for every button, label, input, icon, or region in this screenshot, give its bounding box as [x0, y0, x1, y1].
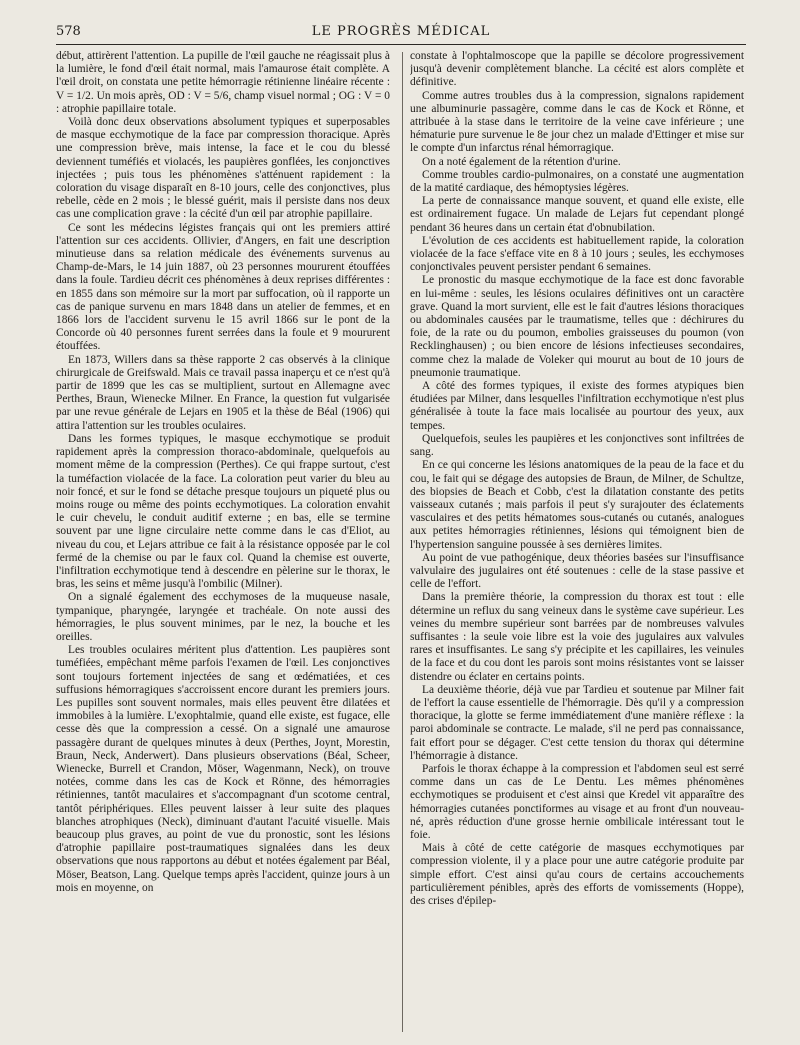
paragraph: A côté des formes typiques, il existe des formes atypiques bien étudiées par Milner, dans lesquelles l'infiltration ecchymotique n'est plus généralisée à toute la face mais localisée au pourtour des yeux, aux tempes. — [410, 380, 744, 432]
paragraph: La perte de connaissance manque souvent, et quand elle existe, elle est ordinairement fugace. Un malade de Lejars fut cependant plongé pendant 36 heures dans un certain état d'obnubilation. — [410, 195, 744, 234]
paragraph: Quelquefois, seules les paupières et les conjonctives sont infiltrées de sang. — [410, 432, 744, 459]
paragraph: La deuxième théorie, déjà vue par Tardieu et soutenue par Milner fait de l'effort la cause essentielle de l'hémorragie. Dès qu'il y a compression thoracique, la glotte se ferme immédiatement d'une manière réflexe : la paroi abdominale se contracte. Le malade, s'il ne perd pas connaissance, fait effort pour se dégager. C'est cette tension du thorax qui détermine l'hémorragie à distance. — [410, 683, 744, 762]
left-column — [56, 50, 390, 1035]
column-divider — [402, 52, 403, 1032]
page-header — [56, 22, 746, 44]
paragraph: Voilà donc deux observations absolument typiques et superposables de masque ecchymotique de la face par compression thoracique. Après une compression brève, mais intense, la face et le cou du blessé deviennent tuméfiés et violacés, les paupières gonflées, les conjonctives injectées ; puis tous les phénomènes s'atténuent rapidement : la coloration du visage disparaît en 8-10 jours, celle des conjonctives, plus rebelle, cède en 2 mois ; le blessé guérit, mais il persiste dans nos deux cas une complication grave : la cécité d'un œil par atrophie papillaire. — [56, 116, 390, 221]
paragraph: Comme autres troubles dus à la compression, signalons rapidement une albuminurie passagère, comme dans le cas de Kock et Rönne, et attribuée à la stase dans le territoire de la veine cave inférieure ; une hématurie pure survenue le 8e jour chez un malade d'Ettinger et mise sur le compte d'un infarctus rénal hémorragique. — [410, 89, 744, 155]
paragraph: Ce sont les médecins légistes français qui ont les premiers attiré l'attention sur ces accidents. Ollivier, d'Angers, en fait une description minutieuse dans sa relation médicale des événements survenus au Champ-de-Mars, le 14 juin 1887, où 23 personnes moururent étouffées dans la foule. Tardieu décrit ces phénomènes à deux reprises différentes : en 1855 dans son mémoire sur la mort par suffocation, où il rapporte un cas de panique survenu en mars 1848 dans un atelier de femmes, et en 1866 lors de l'accident survenu le 15 avril 1866 sur le pont de la Concorde où 40 personnes furent serrées dans la foule et 9 moururent étouffées. — [56, 221, 390, 353]
paragraph: En ce qui concerne les lésions anatomiques de la peau de la face et du cou, le fait qui se dégage des autopsies de Braun, de Milner, de Schultze, des biopsies de Beach et Cobb, c'est la dilatation constante des petits vaisseaux cutanés ; mais parfois il peut s'y surajouter des éclatements vasculaires et des petits hématomes sous-cutanés ou cutanés, analogues aux petites hémorragies rétiniennes, lésions qui témoignent bien de l'hypertension sanguine poussée à ses dernières limites. — [410, 459, 744, 551]
paragraph: début, attirèrent l'attention. La pupille de l'œil gauche ne réagissait plus à la lumière, le fond d'œil était normal, mais l'amaurose était complète. A l'œil droit, on constata une petite hémorragie rétinienne linéaire récente : V = 1/2. Un mois après, OD : V = 5/6, champ visuel normal ; OG : V = 0 : atrophie papillaire totale. — [56, 50, 390, 115]
paragraph: Parfois le thorax échappe à la compression et l'abdomen seul est serré comme dans un cas de Le Dentu. Les mêmes phénomènes ecchymotiques se produisent et c'est ainsi que Kredel vit apparaître des hémorragies cutanées ponctiformes au visage et au front d'un nouveau-né, après réduction d'une grosse hernie ombilicale intéressant tout le foie. — [410, 762, 744, 841]
paragraph: Dans les formes typiques, le masque ecchymotique se produit rapidement après la compression thoraco-abdominale, quelquefois au moment même de la compression (Perthes). Ce qui frappe surtout, c'est la tuméfaction violacée de la face. La coloration peut varier du bleu au noir foncé, et sur le fond se détache presque toujours un piqueté plus ou moins rouge ou même des points ecchymotiques. La coloration envahit le cuir chevelu, le conduit auditif externe ; en bas, elle se termine souvent par une ligne circulaire nette comme dans le cas d'Eliot, au niveau du cou, et Lejars attribue ce fait à la résistance opposée par le col fermé de la chemise ou par le faux col. Quand la chemise est ouverte, l'infiltration ecchymotique tend à descendre en pèlerine sur le thorax, le bras, les seins et même jusqu'à l'ombilic (Milner). — [56, 432, 390, 591]
header-rule — [56, 44, 746, 45]
paragraph: Dans la première théorie, la compression du thorax est tout : elle détermine un reflux du sang veineux dans le système cave supérieur. Les veines du membre supérieur sont barrées par de nombreuses valvules suffisantes : la seule voie libre est la voie des jugulaires aux valvules rares et insuffisantes. Le sang s'y précipite et les capillaires, les veinules de la face et du cou dont les parois sont moins résistantes vont se laisser distendre ou éclater en certains points. — [410, 591, 744, 683]
paragraph: En 1873, Willers dans sa thèse rapporte 2 cas observés à la clinique chirurgicale de Greifswald. Mais ce travail passa inaperçu et ce n'est qu'à partir de 1899 que les cas se multiplient, surtout en Allemagne avec Perthes, Braun, Wienecke Milner. En France, la question fut vulgarisée par une revue générale de Lejars en 1905 et la thèse de Béal (1906) qui attira l'attention sur les troubles oculaires. — [56, 353, 390, 432]
page-number: 578 — [56, 24, 81, 39]
paragraph: Mais à côté de cette catégorie de masques ecchymotiques par compression violente, il y a place pour une autre catégorie produite par simple effort. C'est ainsi qu'au cours de certains accouchements particulièrement pénibles, après des efforts de vomissements (Hoppe), des crises d'épilep- — [410, 842, 744, 907]
journal-title: LE PROGRÈS MÉDICAL — [311, 24, 491, 39]
paragraph: Les troubles oculaires méritent plus d'attention. Les paupières sont tuméfiées, empêchant même parfois l'examen de l'œil. Les conjonctives sont toujours fortement injectées de sang et œdématiées, et ces suffusions hémorragiques s'accroissent encore durant les premiers jours. Les pupilles sont souvent normales, mais elles peuvent être dilatées et immobiles à la lumière. L'exophtalmie, quand elle existe, est fugace, elle cesse dès que la compression a cessé. On a signalé une amaurose passagère durant de quelques minutes à deux (Perthes, Joynt, Morestin, Braun, Neck, Anderwert). Dans plusieurs observations (Béal, Scheer, Wienecke, Burrell et Crandon, Möser, Wagenmann, Neck), on trouve notées, comme dans les cas de Kock et Rönne, des hémorragies rétiniennes, tantôt maculaires et s'accompagnant d'un scotome central, tantôt périphériques. Elles peuvent laisser à leur suite des plaques blanches atrophiques (Neck), diminuant d'autant l'acuité visuelle. Mais beaucoup plus graves, au point de vue du pronostic, sont les lésions d'atrophie papillaire post-traumatiques signalées dans les deux observations que nous rapportons au début et notées également par Béal, Möser, Beatson, Lang. Quelque temps après l'accident, quinze jours à un mois en moyenne, on — [56, 644, 390, 894]
paragraph: L'évolution de ces accidents est habituellement rapide, la coloration violacée de la face s'efface vite en 8 à 10 jours ; seules, les ecchymoses conjonctivales peuvent persister pendant 6 semaines. — [410, 234, 744, 274]
paragraph: Le pronostic du masque ecchymotique de la face est donc favorable en lui-même : seules, les lésions oculaires définitives ont un caractère grave. Quand la mort survient, elle est le fait d'autres lésions thoraciques ou abdominales causées par le traumatisme, telles que : déchirures du foie, de la rate ou du poumon, embolies graisseuses du poumon (von Recklinghausen) ; ou bien encore de lésions infectieuses secondaires, comme chez la malade de Voleker qui mourut au bout de 10 jours de pneumonie traumatique. — [410, 274, 744, 379]
paragraph: On a signalé également des ecchymoses de la muqueuse nasale, tympanique, pharyngée, laryngée et trachéale. On note aussi des hémorragies, le plus souvent minimes, par le nez, la bouche et les oreilles. — [56, 591, 390, 643]
paragraph: Au point de vue pathogénique, deux théories basées sur l'insuffisance valvulaire des jugulaires ont été soutenues : celle de la stase passive et celle de l'effort. — [410, 551, 744, 591]
right-column — [410, 50, 744, 1035]
paragraph: constate à l'ophtalmoscope que la papille se décolore progressivement jusqu'à devenir complètement blanche. La cécité est alors complète et définitive. — [410, 50, 744, 89]
paragraph: Comme troubles cardio-pulmonaires, on a constaté une augmentation de la matité cardiaque, des hémoptysies légères. — [410, 168, 744, 195]
paragraph: On a noté également de la rétention d'urine. — [422, 155, 621, 168]
